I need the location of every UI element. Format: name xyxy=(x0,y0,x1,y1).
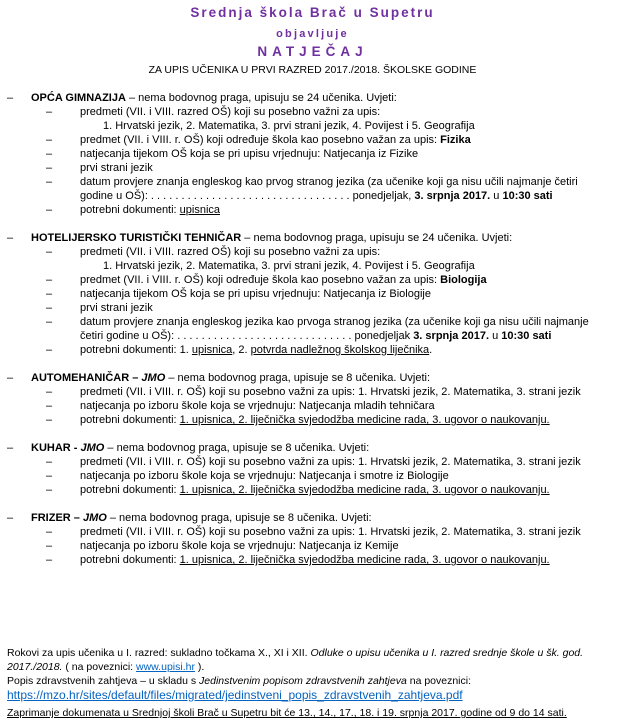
bullet: – xyxy=(46,344,53,356)
documents-text: potrebni dokumenti: 1. upisnica, 2. liječnička svjedodžba medicine rada, 3. ugovor o naukovanju. xyxy=(80,554,550,566)
program-name: HOTELIJERSKO TURISTIČKI TEHNIČAR xyxy=(31,232,242,244)
section-heading: KUHAR - JMO – nema bodovnog praga, upisuje se 8 učenika. Uvjeti: xyxy=(31,442,370,454)
school-name: Srednja škola Brač u Supetru xyxy=(190,5,435,20)
program-name: OPĆA GIMNAZIJA xyxy=(31,92,126,104)
health-requirements-line: Popis zdravstvenih zahtjeva – u skladu s Jedinstvenim popisom zdravstvenih zahtjeva na poveznici: xyxy=(7,675,472,687)
documents-text: potrebni dokumenti: 1. upisnica, 2. liječnička svjedodžba medicine rada, 3. ugovor o naukovanju. xyxy=(80,484,550,496)
bullet: – xyxy=(46,148,53,160)
bullet: – xyxy=(46,302,53,314)
program-intro: – nema bodovnog praga, upisuju se 24 učenika. Uvjeti: xyxy=(241,232,513,244)
section-heading xyxy=(31,231,512,245)
bullet: – xyxy=(7,442,14,454)
bullet: – xyxy=(46,470,53,482)
bullet: – xyxy=(46,176,53,188)
condition-text: predmeti (VII. i VIII. r. OŠ) koji su posebno važni za upis: 1. Hrvatski jezik, 2. Matematika, 3. strani jezik xyxy=(80,386,581,398)
bullet: – xyxy=(46,526,53,538)
condition-text: natjecanja po izboru škole koja se vrjednuju: Natjecanja iz Kemije xyxy=(80,540,399,552)
bullet: – xyxy=(46,456,53,468)
program-intro: – nema bodovnog praga, upisuju se 24 učenika. Uvjeti: xyxy=(125,92,397,104)
footer-notes xyxy=(7,646,619,720)
program-intro: – nema bodovnog praga, upisuje se 8 učenika. Uvjeti: xyxy=(165,372,431,384)
bullet: – xyxy=(46,400,53,412)
bullet: – xyxy=(46,386,53,398)
condition-text: prvi strani jezik xyxy=(80,302,153,314)
bullet: – xyxy=(7,92,14,104)
document-submission-line: Zaprimanje dokumenata u Srednjoj školi Brač u Supetru bit će 13., 14., 17., 18. i 19. srpnja 2017. godine od 9 do 14 sati. xyxy=(7,707,567,719)
section-frizer xyxy=(0,511,625,567)
bullet: – xyxy=(46,414,53,426)
bullet: – xyxy=(46,274,53,286)
program-intro: – nema bodovnog praga, upisuje se 8 učenika. Uvjeti: xyxy=(104,442,370,454)
documents-text: potrebni dokumenti: 1. upisnica, 2. liječnička svjedodžba medicine rada, 3. ugovor o naukovanju. xyxy=(80,414,550,426)
condition-text: datum provjere znanja engleskog kao prvog stranog jezika (za učenike koji ga nisu učili najmanje četiri xyxy=(80,176,578,188)
deadlines-line: Rokovi za upis učenika u I. razred: sukladno točkama X., XI i XII. Odluke o upisu učenika u I. razred srednje škole u šk. god. xyxy=(7,647,584,659)
condition-text: predmeti (VII. i VIII. r. OŠ) koji su posebno važni za upis: 1. Hrvatski jezik, 2. Matematika, 3. strani jezik xyxy=(80,526,581,538)
deadlines-line-2: 2017./2018. ( na poveznici: www.upisi.hr ). xyxy=(7,661,205,673)
condition-text: predmeti (VII. i VIII. r. OŠ) koji su posebno važni za upis: 1. Hrvatski jezik, 2. Matematika, 3. strani jezik xyxy=(80,456,581,468)
condition-text: predmet (VII. i VIII. r. OŠ) koji određuje škola kao posebno važan za upis: Fizika xyxy=(80,134,471,146)
condition-text: natjecanja tijekom OŠ koja se pri upisu vrjednuju: Natjecanja iz Fizike xyxy=(80,148,419,160)
subjects-list: 1. Hrvatski jezik, 2. Matematika, 3. prvi strani jezik, 4. Povijest i 5. Geografija xyxy=(103,120,475,132)
health-requirements-link[interactable]: https://mzo.hr/sites/default/files/migrated/jedinstveni_popis_zdravstvenih_zahtjeva.pdf xyxy=(7,688,463,702)
bullet: – xyxy=(7,372,14,384)
bullet: – xyxy=(7,512,14,524)
condition-text: predmeti (VII. i VIII. razred OŠ) koji su posebno važni za upis: xyxy=(80,246,381,258)
section-kuhar xyxy=(0,441,625,497)
page-title: NATJEČAJ xyxy=(257,44,368,59)
subjects-list: 1. Hrvatski jezik, 2. Matematika, 3. prvi strani jezik, 4. Povijest i 5. Geografija xyxy=(103,260,475,272)
bullet: – xyxy=(46,162,53,174)
section-gimnazija xyxy=(0,91,625,217)
bullet: – xyxy=(46,316,53,328)
bullet: – xyxy=(46,106,53,118)
program-name: FRIZER xyxy=(31,512,71,524)
section-automehanicar xyxy=(0,371,625,427)
condition-text: natjecanja po izboru škole koja se vrjednuju: Natjecanja i smotre iz Biologije xyxy=(80,470,449,482)
bullet: – xyxy=(46,484,53,496)
bullet: – xyxy=(46,288,53,300)
bullet: – xyxy=(46,554,53,566)
section-heading: AUTOMEHANIČAR – JMO – nema bodovnog praga, upisuje se 8 učenika. Uvjeti: xyxy=(31,372,431,384)
condition-text: datum provjere znanja engleskog jezika kao prvoga stranog jezika (za učenike koji ga nisu učili najmanje xyxy=(80,316,589,328)
condition-text: natjecanja tijekom OŠ koja se pri upisu vrjednuju: Natjecanja iz Biologije xyxy=(80,288,431,300)
page-subtitle: ZA UPIS UČENIKA U PRVI RAZRED 2017./2018. ŠKOLSKE GODINE xyxy=(148,64,477,76)
documents-text: potrebni dokumenti: 1. upisnica, 2. potvrda nadležnog školskog liječnika. xyxy=(80,344,433,356)
program-name: KUHAR xyxy=(31,442,71,454)
section-heading: FRIZER – JMO – nema bodovnog praga, upisuje se 8 učenika. Uvjeti: xyxy=(31,512,372,524)
bullet: – xyxy=(7,232,14,244)
condition-text: predmet (VII. i VIII. r. OŠ) koji određuje škola kao posebno važan za upis: Biologija xyxy=(80,274,487,286)
condition-text: predmeti (VII. i VIII. razred OŠ) koji su posebno važni za upis: xyxy=(80,106,381,118)
condition-text: prvi strani jezik xyxy=(80,162,153,174)
section-heading xyxy=(31,91,397,105)
bullet: – xyxy=(46,246,53,258)
exam-date: godine u OŠ): . . . . . . . . . . . . . . . . . . . . . . . . . . . . . . . . . ponedjeljak, 3. srpnja 2017. u 10:30 sati xyxy=(80,190,553,202)
health-requirements-link-row xyxy=(7,688,619,704)
bullet: – xyxy=(46,540,53,552)
section-hotelijersko xyxy=(0,231,625,357)
documents-text: potrebni dokumenti: upisnica xyxy=(80,204,221,216)
upisi-link[interactable]: www.upisi.hr xyxy=(136,661,195,673)
bullet: – xyxy=(46,204,53,216)
bullet: – xyxy=(46,134,53,146)
condition-text: natjecanja po izboru škole koja se vrjednuju: Natjecanja mladih tehničara xyxy=(80,400,435,412)
program-name: AUTOMEHANIČAR xyxy=(31,372,130,384)
exam-date: četiri godine u OŠ): . . . . . . . . . . . . . . . . . . . . . . . . . . . . . ponedjeljak 3. srpnja 2017. u 10:30 sati xyxy=(80,330,552,342)
program-intro: – nema bodovnog praga, upisuje se 8 učenika. Uvjeti: xyxy=(106,512,372,524)
announces-label: objavljuje xyxy=(276,28,349,40)
